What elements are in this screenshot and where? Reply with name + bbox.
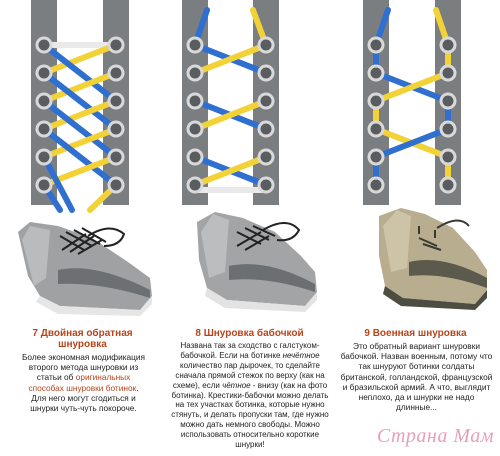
desc-text: бабочкой. Если на ботинке: [180, 350, 283, 360]
lacing-diagram-8: [167, 0, 332, 320]
lacing-diagram-9: [333, 0, 500, 320]
shoe-photo-8: [197, 212, 317, 312]
desc-text: .: [136, 382, 139, 393]
desc-line: второго метода шнуровки из: [28, 362, 139, 373]
desc-line: [169, 351, 331, 361]
desc-text: - внизу (как на фото: [250, 380, 328, 390]
desc-line: [6, 372, 161, 382]
panel-title: [333, 328, 498, 339]
desc-line: [169, 381, 331, 391]
panel-description: [339, 341, 494, 412]
panel-description: [6, 352, 161, 413]
desc-line: неплохо, да и шнурки не надо: [358, 392, 475, 403]
panel-butterfly: [167, 0, 332, 456]
desc-text: схеме), если: [172, 380, 223, 390]
desc-line: количество пар дырочек, то сделайте: [180, 360, 320, 370]
link-lacing-methods[interactable]: способах шнуровки ботинок: [28, 382, 137, 393]
desc-text: статьи об: [36, 372, 76, 383]
desc-text-italic: чётное: [222, 380, 251, 390]
desc-line: ботинка). Крестики-бабочки можно делать: [171, 390, 329, 400]
desc-line: британской, голландской, французской: [340, 371, 493, 382]
title-line: шнуровка: [58, 339, 107, 350]
panel-title: [167, 328, 332, 339]
desc-line: Названа так за сходство с галстуком-: [180, 341, 320, 350]
shoe-photo-9: [379, 208, 487, 310]
desc-line: и бразильской армий. А что, выглядит: [342, 381, 491, 392]
desc-line: Для него могут сгодиться и: [31, 392, 136, 403]
desc-line: длинные...: [396, 402, 437, 413]
desc-line: на тех участках ботинка, которые нужно: [175, 400, 325, 410]
title-line: 9 Военная шнуровка: [364, 328, 467, 339]
watermark-logo: Страна Мам: [376, 425, 494, 447]
desc-line: шнурки чуть-чуть покороче.: [30, 403, 137, 414]
title-line: 7 Двойная обратная: [32, 328, 133, 339]
desc-line: использовать относительно короткие: [180, 430, 320, 440]
desc-line: Это обратный вариант шнуровки: [353, 341, 480, 351]
desc-line: так шнуруют ботинки солдаты: [358, 361, 475, 372]
link-original[interactable]: оригинальных: [75, 372, 131, 383]
desc-text-italic: нечётное: [282, 350, 320, 360]
shoe-photo-7: [18, 222, 152, 316]
panel-double-reverse: [0, 0, 165, 456]
panel-title: [0, 328, 165, 350]
title-line: 8 Шнуровка бабочкой: [195, 328, 304, 339]
lacing-diagram-7: [0, 0, 165, 320]
desc-line: Более экономная модификация: [21, 352, 146, 362]
desc-line: бабочкой. Назван военным, потому что: [340, 351, 493, 362]
desc-line: шнурки!: [235, 440, 265, 450]
desc-line: сначала прямой стежок по верху (как на: [175, 370, 325, 380]
desc-line: можно дать немного свободы. Можно: [180, 420, 320, 430]
desc-line: стянуть, и делать пропуски там, где нужно: [171, 410, 329, 420]
desc-line: [6, 383, 161, 393]
panel-military: [333, 0, 498, 456]
panel-description: [169, 341, 331, 450]
